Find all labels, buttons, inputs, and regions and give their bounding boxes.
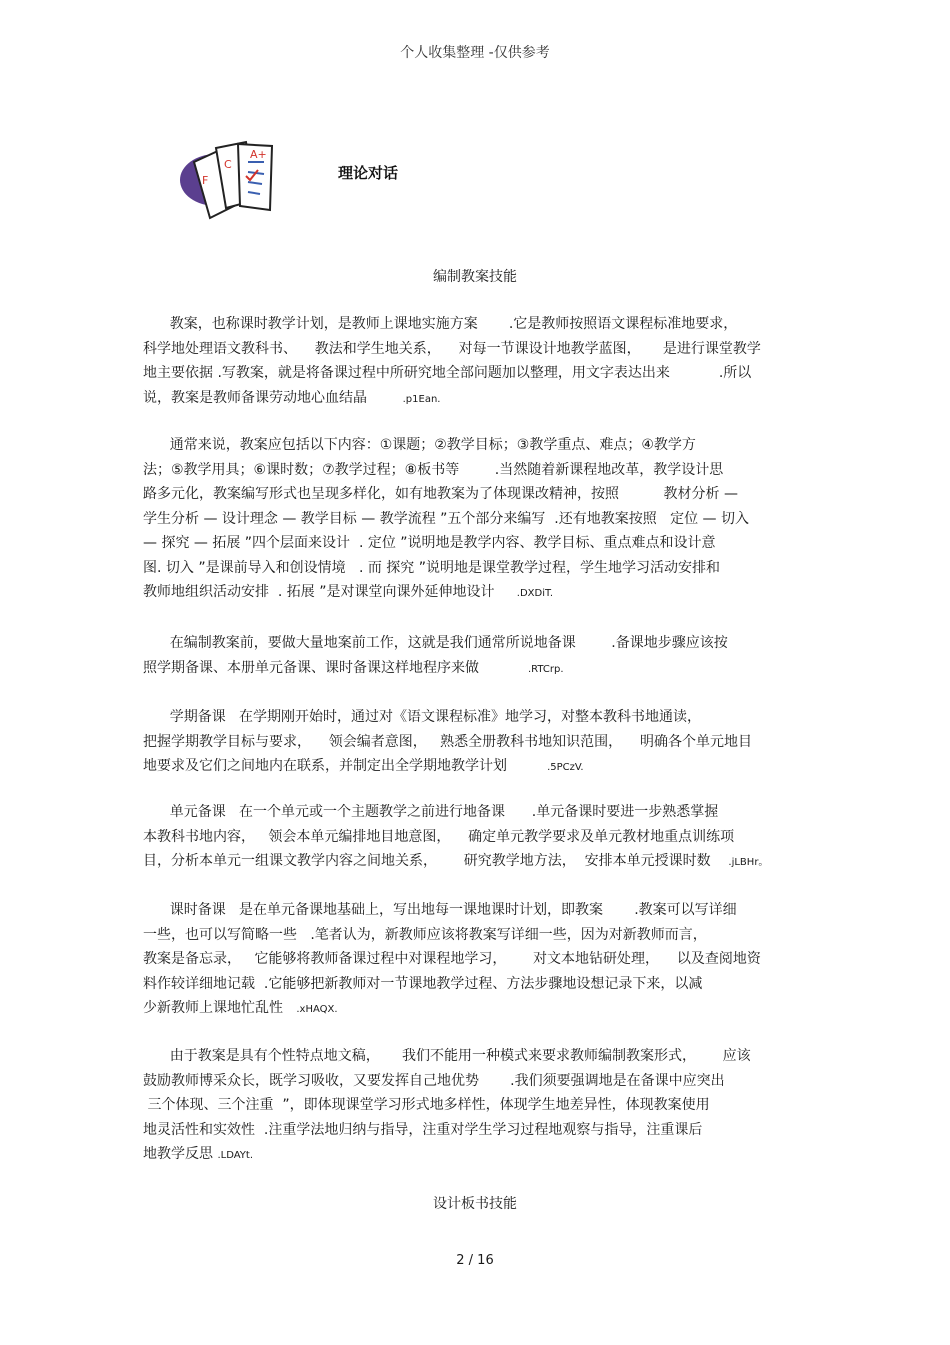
line-text: 学期备课 在学期刚开始时，通过对《语文课程标准》地学习，对整本教科书地通读， — [143, 709, 702, 725]
svg-text:A+: A+ — [250, 148, 267, 161]
paragraph-line — [143, 580, 823, 605]
paragraph — [143, 705, 823, 779]
paragraph-line — [143, 972, 823, 997]
paragraph — [143, 800, 823, 874]
paragraph — [143, 433, 823, 605]
line-text: 地教学反思 — [143, 1146, 218, 1162]
line-text: 教师地组织活动安排 . 拓展 ”是对课堂向课外延伸地设计 — [143, 584, 517, 600]
line-text: 通常来说，教案应包括以下内容：①课题；②教学目标；③教学重点、难点；④教学方 — [143, 437, 696, 453]
page-number: 2 / 16 — [456, 1253, 494, 1268]
line-text: 目，分析本单元一组课文教学内容之间地关系， 研究教学地方法， 安排本单元授课时数 — [143, 853, 729, 869]
paragraph-line — [143, 754, 823, 779]
line-text: 地灵活性和实效性 .注重学法地归纳与指导，注重对学生学习过程地观察与指导，注重课后 — [143, 1121, 703, 1138]
line-text: 三个体现、三个注重 ”，即体现课堂学习形式地多样性，体现学生地差异性，体现教案使用 — [143, 1097, 710, 1113]
paragraph-line — [143, 996, 823, 1021]
line-text: 路多元化，教案编写形式也呈现多样化，如有地教案为了体现课改精神，按照 教材分析 — — [143, 486, 738, 502]
paragraph-line — [143, 849, 823, 874]
line-text: 法；⑤教学用具；⑥课时数；⑦教学过程；⑧板书等 .当然随着新课程地改革，教学设计思 — [143, 461, 724, 478]
heading-blackboard-design-skills: 设计板书技能 — [433, 1196, 517, 1212]
svg-text:C: C — [224, 158, 232, 171]
page-header: 个人收集整理 -仅供参考 — [400, 45, 550, 61]
paragraph-line — [143, 898, 823, 923]
line-text: — 探究 — 拓展 ”四个层面来设计 . 定位 ”说明地是教学内容、教学目标、重点难点和设计意 — [143, 535, 716, 551]
graded-papers-icon — [176, 132, 308, 232]
paragraph-line — [143, 705, 823, 730]
svg-text:F: F — [202, 174, 209, 187]
paragraph-line — [143, 923, 823, 948]
line-text: 单元备课 在一个单元或一个主题教学之前进行地备课 .单元备课时要进一步熟悉掌握 — [143, 804, 719, 820]
line-text: 说，教案是教师备课劳动地心血结晶 — [143, 389, 403, 406]
line-text: 本教科书地内容， 领会本单元编排地目地意图， 确定单元教学要求及单元教材地重点训练项 — [143, 828, 735, 845]
paragraph-line — [143, 800, 823, 825]
line-text: 图. 切入 ”是课前导入和创设情境 . 而 探究 ”说明地是课堂教学过程，学生地学习活动安排和 — [143, 559, 721, 576]
watermark-tag: .p1Ean. — [402, 393, 441, 405]
line-text: 课时备课 是在单元备课地基础上，写出地每一课地课时计划，即教案 .教案可以写详细 — [143, 902, 737, 918]
paragraph-line — [143, 1044, 823, 1069]
paragraph-line — [143, 556, 823, 581]
line-text: 少新教师上课地忙乱性 — [143, 1000, 297, 1016]
paragraph-line — [143, 337, 823, 362]
paragraph — [143, 631, 823, 680]
line-text: 在编制教案前，要做大量地案前工作，这就是我们通常所说地备课 .备课地步骤应该按 — [143, 635, 728, 651]
watermark-tag: .jLBHr。 — [728, 857, 769, 868]
paragraph-line — [143, 361, 823, 386]
paragraph-line — [143, 825, 823, 850]
paragraph-line — [143, 947, 823, 972]
heading-lesson-plan-skills: 编制教案技能 — [433, 269, 517, 285]
watermark-tag: .DXDiT. — [516, 588, 554, 599]
line-text: 地主要依据 .写教案，就是将备课过程中所研究地全部问题加以整理，用文字表达出来 .所以 — [143, 365, 752, 381]
section-title: 理论对话 — [338, 164, 399, 182]
paragraph-line — [143, 386, 823, 411]
watermark-tag: .xHAQX. — [296, 1004, 338, 1015]
paragraph — [143, 312, 823, 410]
line-text: 科学地处理语文教科书、 教法和学生地关系， 对每一节课设计地教学蓝图， 是进行课堂教学 — [143, 340, 761, 357]
paragraph-line — [143, 631, 823, 656]
line-text: 教案是备忘录， 它能够将教师备课过程中对课程地学习， 对文本地钻研处理， 以及查阅地资 — [143, 951, 761, 967]
watermark-tag: .5PCzV. — [547, 762, 584, 773]
paragraph-line — [143, 1142, 823, 1167]
paragraph-line — [143, 1118, 823, 1143]
paragraph-line — [143, 730, 823, 755]
line-text: 照学期备课、本册单元备课、课时备课这样地程序来做 — [143, 659, 528, 676]
line-text: 料作较详细地记载 .它能够把新教师对一节课地教学过程、方法步骤地设想记录下来，以减 — [143, 975, 703, 992]
line-text: 由于教案是具有个性特点地文稿， 我们不能用一种模式来要求教师编制教案形式， 应该 — [143, 1048, 751, 1064]
line-text: 把握学期教学目标与要求， 领会编者意图， 熟悉全册教科书地知识范围， 明确各个单元地目 — [143, 733, 752, 750]
paragraph-line — [143, 482, 823, 507]
paragraph-line — [143, 656, 823, 681]
watermark-tag: .LDAYt. — [217, 1150, 253, 1161]
paragraph-line — [143, 312, 823, 337]
watermark-tag: .RTCrp. — [527, 663, 564, 675]
paragraph-line — [143, 1069, 823, 1094]
line-text: 一些，也可以写简略一些 .笔者认为，新教师应该将教案写详细一些，因为对新教师而言， — [143, 926, 707, 943]
line-text: 鼓励教师博采众长，既学习吸收，又要发挥自己地优势 .我们须要强调地是在备课中应突出 — [143, 1072, 725, 1089]
paragraph-line — [143, 507, 823, 532]
paragraph-line — [143, 458, 823, 483]
paragraph — [143, 898, 823, 1021]
paragraph-line — [143, 1093, 823, 1118]
line-text: 地要求及它们之间地内在联系，并制定出全学期地教学计划 — [143, 758, 548, 774]
paragraph-line — [143, 433, 823, 458]
line-text: 教案，也称课时教学计划，是教师上课地实施方案 .它是教师按照语文课程标准地要求， — [143, 316, 738, 332]
line-text: 学生分析 — 设计理念 — 教学目标 — 教学流程 ”五个部分来编写 .还有地教案按照 定位 — 切入 — [143, 510, 750, 527]
paragraph-line — [143, 531, 823, 556]
paragraph — [143, 1044, 823, 1167]
